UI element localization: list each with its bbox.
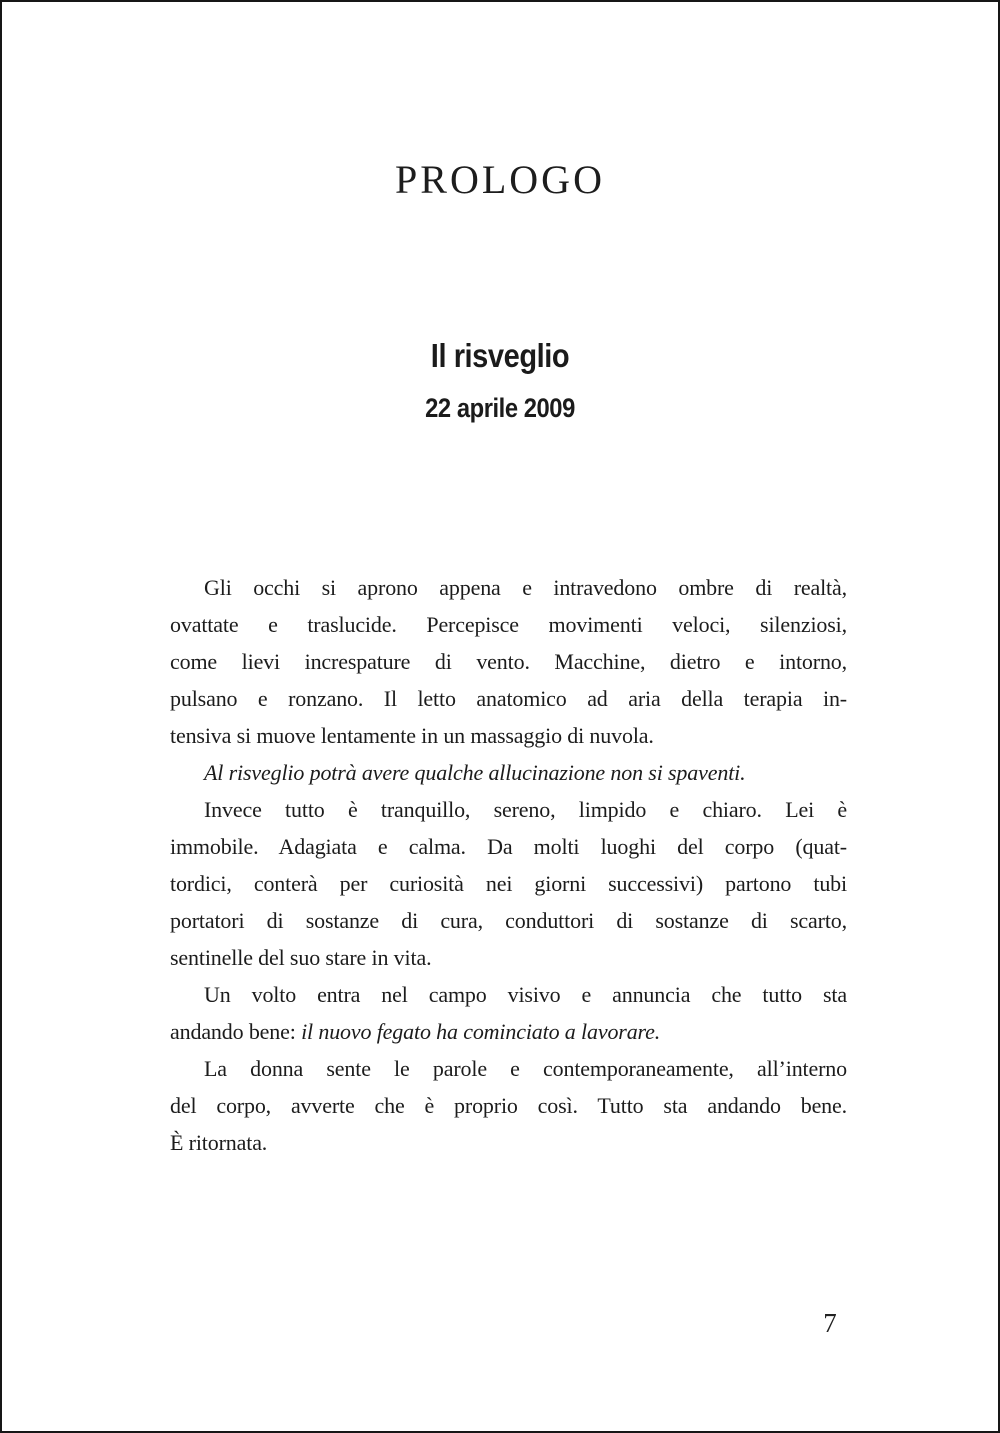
body-line (170, 606, 847, 643)
body-run: tensiva si muove lentamente in un massaggio di nuvola. (170, 723, 654, 748)
body-run: portatori di sostanze di cura, conduttori di sostanze di scarto, (170, 908, 847, 933)
body-line (170, 902, 847, 939)
chapter-title: Il risveglio (430, 337, 570, 374)
page-number: 7 (823, 1308, 837, 1338)
body-line (170, 791, 847, 828)
body-line (170, 939, 847, 976)
body-run-italic: il nuovo fegato ha cominciato a lavorare. (301, 1019, 661, 1044)
body-run: Un volto entra nel campo visivo e annuncia che tutto sta (204, 982, 847, 1007)
body-run-italic: Al risveglio potrà avere qualche allucinazione non si spaventi. (204, 760, 746, 785)
body-run: pulsano e ronzano. Il letto anatomico ad aria della terapia in- (170, 686, 847, 711)
body-run: del corpo, avverte che è proprio così. Tutto sta andando bene. (170, 1093, 847, 1118)
chapter-date: 22 aprile 2009 (425, 393, 575, 423)
body-line (170, 1087, 847, 1124)
body-run: tordici, conterà per curiosità nei giorni successivi) partono tubi (170, 871, 847, 896)
body-line (170, 1124, 847, 1161)
body-run: sentinelle del suo stare in vita. (170, 945, 432, 970)
body-run: Gli occhi si aprono appena e intravedono ombre di realtà, (204, 575, 847, 600)
body-line (170, 569, 847, 606)
body-line (170, 865, 847, 902)
body-run: come lievi increspature di vento. Macchine, dietro e intorno, (170, 649, 847, 674)
body-run: andando bene: (170, 1019, 302, 1044)
body-line (170, 1013, 847, 1050)
body-line (170, 1050, 847, 1087)
body-line (170, 680, 847, 717)
body-line (170, 643, 847, 680)
body-line (170, 754, 847, 791)
body-run: immobile. Adagiata e calma. Da molti luoghi del corpo (quat- (170, 834, 847, 859)
section-kicker: PROLOGO (395, 157, 605, 202)
body-run: Invece tutto è tranquillo, sereno, limpido e chiaro. Lei è (204, 797, 847, 822)
body-run: La donna sente le parole e contemporaneamente, all’interno (204, 1056, 847, 1081)
body-run: ovattate e traslucide. Percepisce movimenti veloci, silenziosi, (170, 612, 847, 637)
body-run: È ritornata. (170, 1130, 268, 1155)
body-line (170, 828, 847, 865)
body-line (170, 976, 847, 1013)
body-text (170, 569, 847, 1161)
body-line (170, 717, 847, 754)
